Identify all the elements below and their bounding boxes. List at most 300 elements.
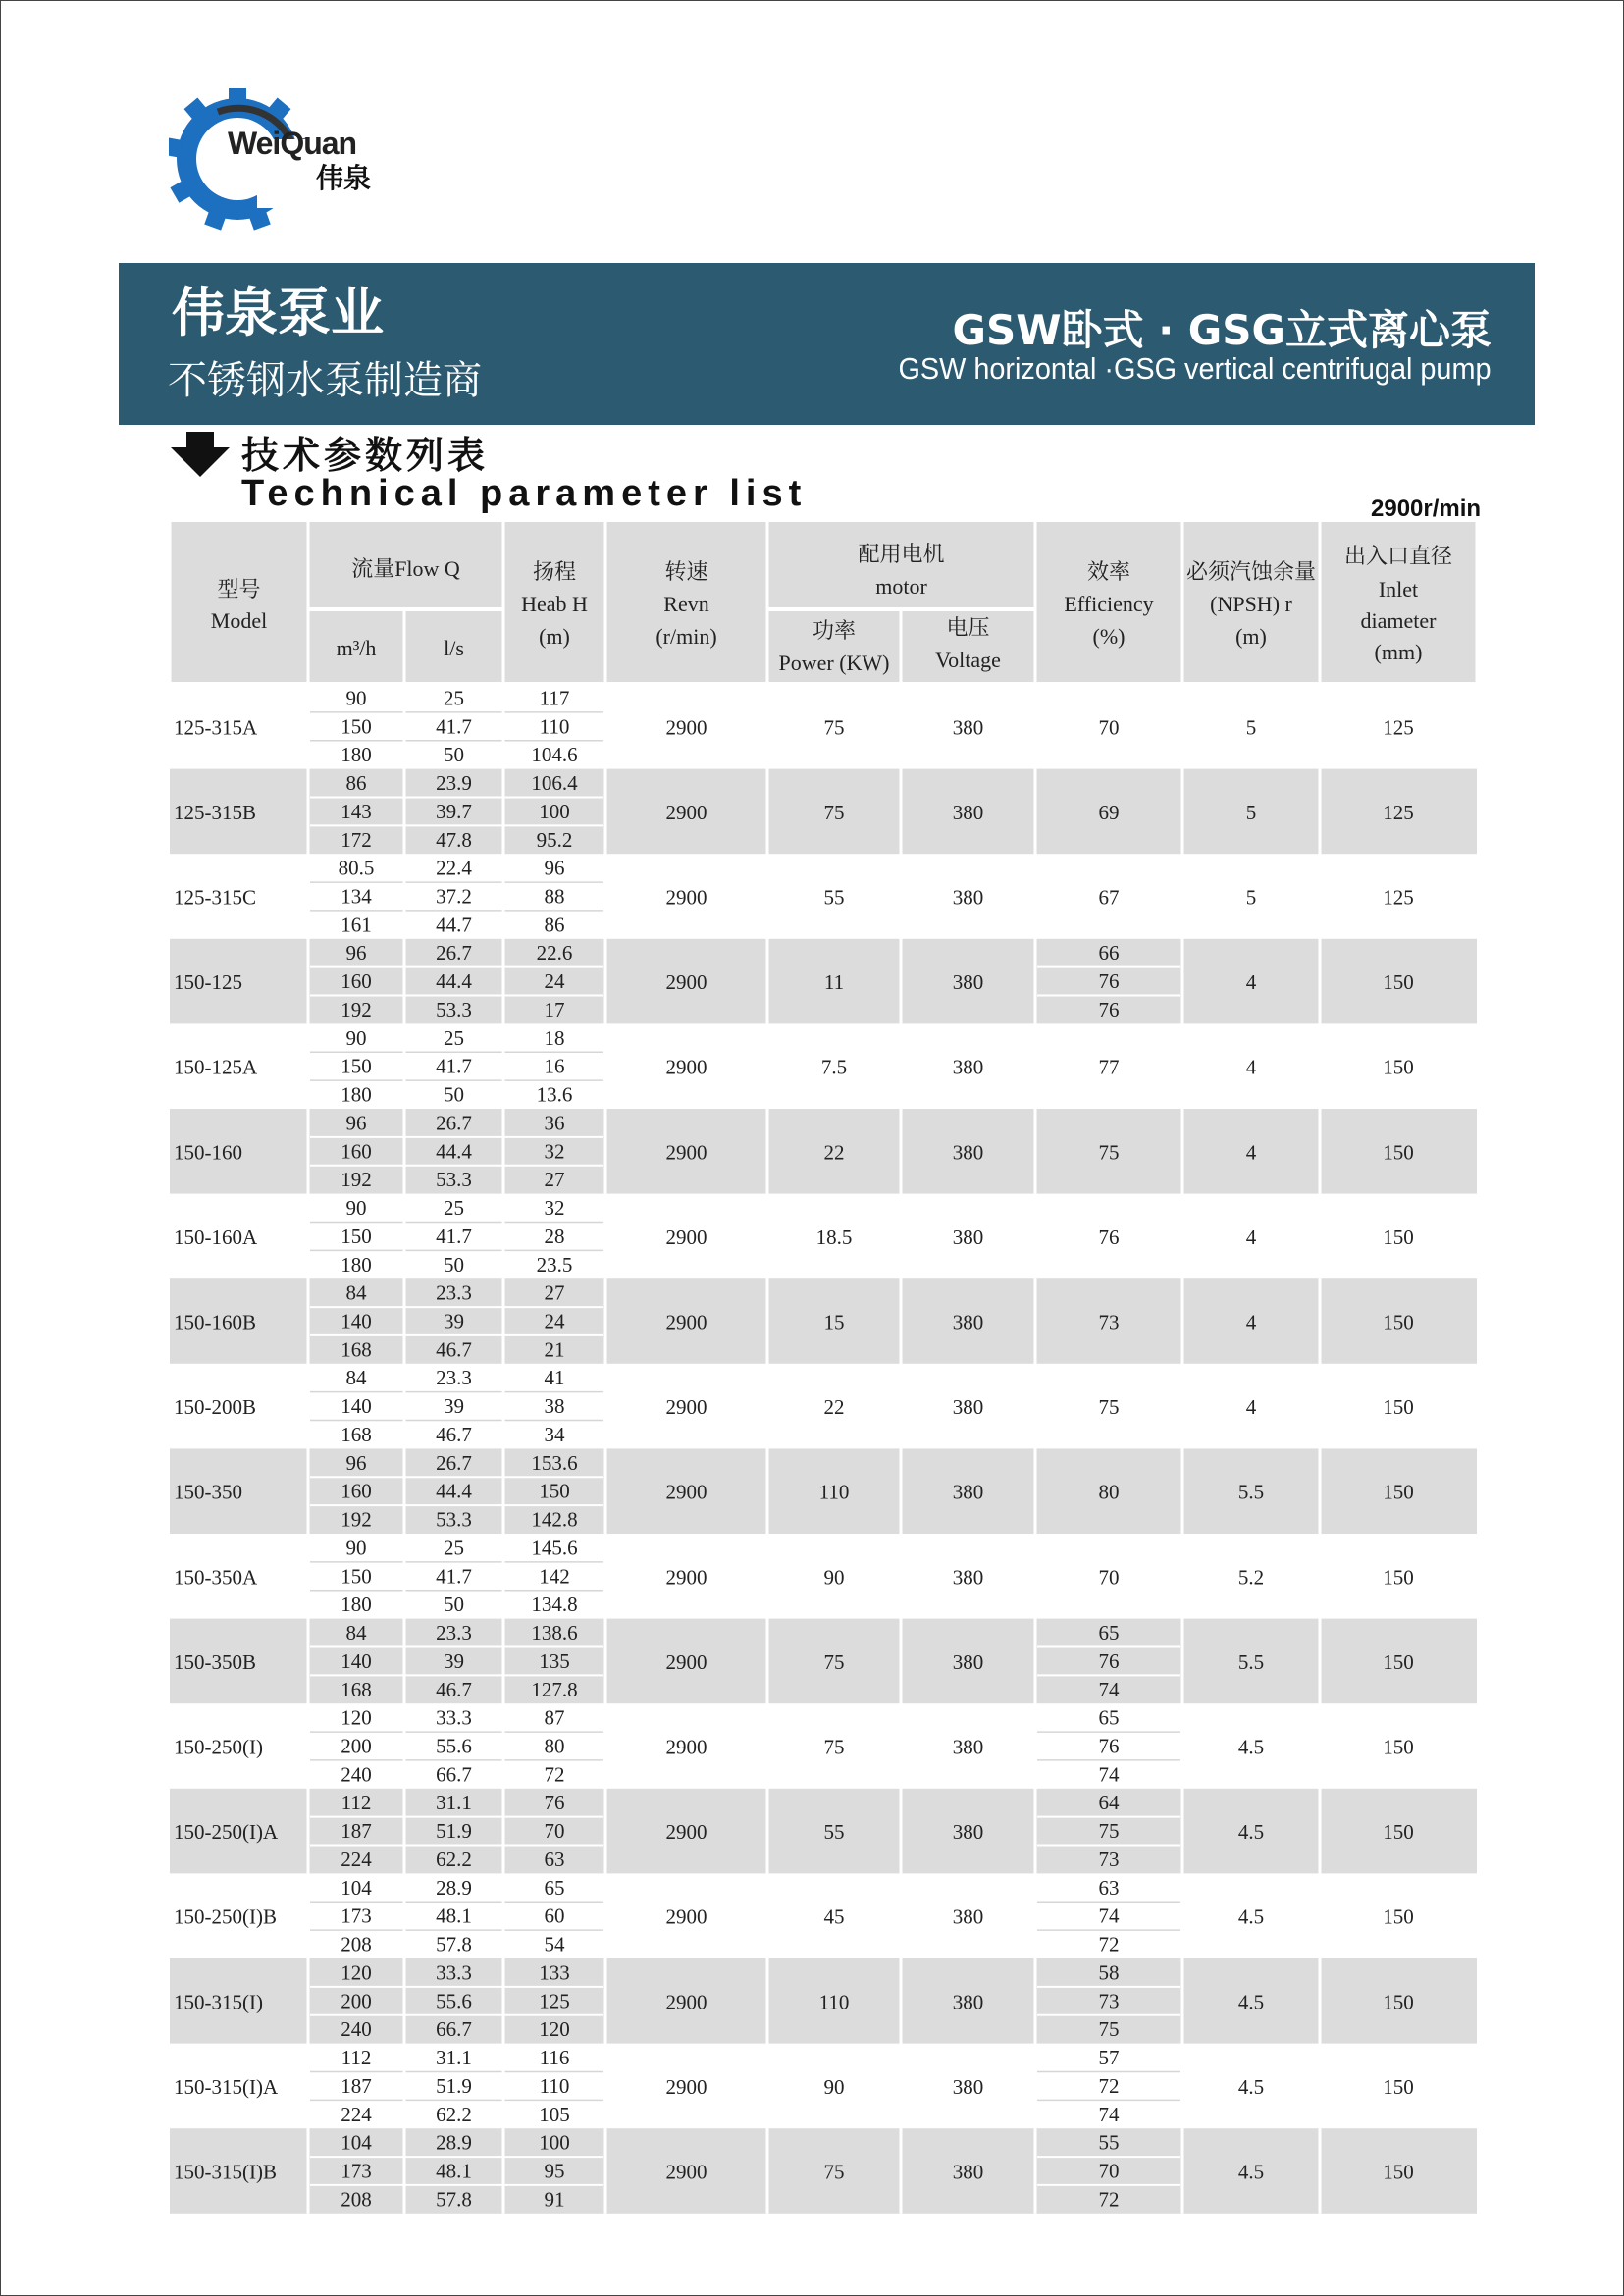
cell-head: 135 bbox=[539, 1648, 570, 1673]
cell-voltage: 380 bbox=[952, 1140, 984, 1165]
cell-speed: 2900 bbox=[665, 1565, 707, 1590]
cell-efficiency: 75 bbox=[1098, 1395, 1120, 1420]
cell-speed: 2900 bbox=[665, 2074, 707, 2099]
cell-power: 11 bbox=[823, 970, 845, 995]
cell-inlet: 150 bbox=[1383, 1480, 1414, 1504]
cell-flow-ls: 51.9 bbox=[436, 1819, 472, 1844]
cell-power: 75 bbox=[823, 800, 845, 824]
cell-inlet: 150 bbox=[1383, 970, 1414, 995]
cell-head: 87 bbox=[544, 1705, 565, 1730]
cell-flow-m3h: 150 bbox=[341, 1564, 372, 1589]
cell-speed: 2900 bbox=[665, 800, 707, 824]
cell-head: 110 bbox=[539, 2073, 570, 2098]
cell-inlet: 150 bbox=[1383, 1649, 1414, 1674]
cell-head: 95 bbox=[544, 2159, 565, 2183]
cell-power: 90 bbox=[823, 2074, 845, 2099]
cell-power: 75 bbox=[823, 2160, 845, 2184]
cell-model: 150-250(I)A bbox=[174, 1820, 279, 1845]
cell-flow-m3h: 208 bbox=[341, 2187, 372, 2212]
cell-efficiency: 73 bbox=[1098, 1989, 1120, 2013]
cell-flow-ls: 53.3 bbox=[436, 997, 472, 1021]
cell-inlet: 150 bbox=[1383, 1225, 1414, 1249]
cell-flow-ls: 46.7 bbox=[436, 1422, 472, 1446]
cell-voltage: 380 bbox=[952, 1565, 984, 1590]
cell-power: 55 bbox=[823, 885, 845, 910]
cell-flow-m3h: 180 bbox=[341, 1252, 372, 1277]
cell-flow-ls: 28.9 bbox=[436, 1875, 472, 1900]
cell-flow-m3h: 172 bbox=[341, 827, 372, 852]
cell-efficiency: 65 bbox=[1098, 1705, 1120, 1730]
cell-flow-ls: 44.4 bbox=[436, 969, 472, 994]
cell-voltage: 380 bbox=[952, 1990, 984, 2014]
header-motor-cn: 配用电机 bbox=[858, 542, 945, 566]
cell-flow-ls: 66.7 bbox=[436, 1762, 472, 1787]
cell-flow-m3h: 84 bbox=[345, 1280, 367, 1305]
cell-model: 150-125A bbox=[174, 1055, 258, 1079]
header-head-unit: (m) bbox=[539, 624, 570, 649]
cell-npsh: 4.5 bbox=[1237, 2160, 1265, 2184]
cell-efficiency: 76 bbox=[1098, 1225, 1120, 1249]
cell-efficiency: 66 bbox=[1098, 941, 1120, 965]
cell-flow-m3h: 192 bbox=[341, 997, 372, 1021]
cell-speed: 2900 bbox=[665, 1055, 707, 1079]
cell-flow-ls: 51.9 bbox=[436, 2073, 472, 2098]
cell-flow-ls: 46.7 bbox=[436, 1337, 472, 1362]
cell-head: 27 bbox=[544, 1168, 565, 1192]
cell-inlet: 125 bbox=[1383, 800, 1414, 824]
cell-flow-m3h: 187 bbox=[341, 1819, 372, 1844]
cell-flow-ls: 41.7 bbox=[436, 1224, 472, 1248]
header-voltage-en: Voltage bbox=[935, 648, 1001, 672]
cell-head: 16 bbox=[544, 1054, 565, 1078]
cell-head: 24 bbox=[544, 969, 565, 994]
cell-model: 150-160B bbox=[174, 1310, 256, 1334]
cell-flow-m3h: 208 bbox=[341, 1932, 372, 1957]
cell-speed: 2900 bbox=[665, 1905, 707, 1929]
cell-flow-m3h: 140 bbox=[341, 1648, 372, 1673]
cell-flow-ls: 48.1 bbox=[436, 1904, 472, 1928]
cell-flow-m3h: 160 bbox=[341, 1139, 372, 1164]
cell-flow-m3h: 240 bbox=[341, 2017, 372, 2042]
cell-speed: 2900 bbox=[665, 1140, 707, 1165]
cell-flow-m3h: 120 bbox=[341, 1705, 372, 1730]
cell-flow-ls: 39 bbox=[444, 1394, 464, 1419]
cell-flow-m3h: 120 bbox=[341, 1960, 372, 1985]
header-flow-ls: l/s bbox=[444, 636, 464, 660]
header-inlet-unit: (mm) bbox=[1374, 640, 1423, 664]
cell-npsh: 5 bbox=[1245, 885, 1257, 910]
cell-efficiency: 72 bbox=[1098, 2073, 1120, 2098]
cell-voltage: 380 bbox=[952, 1905, 984, 1929]
cell-head: 76 bbox=[544, 1791, 565, 1815]
cell-flow-ls: 44.7 bbox=[436, 913, 472, 937]
cell-power: 75 bbox=[823, 1649, 845, 1674]
cell-flow-m3h: 200 bbox=[341, 1989, 372, 2013]
cell-flow-m3h: 104 bbox=[341, 2130, 372, 2155]
section-title-cn: 技术参数列表 bbox=[241, 434, 490, 477]
cell-flow-m3h: 80.5 bbox=[338, 856, 375, 880]
cell-voltage: 380 bbox=[952, 800, 984, 824]
header-inlet-cn: 出入口直径 bbox=[1343, 544, 1453, 568]
cell-model: 150-350 bbox=[174, 1480, 242, 1504]
cell-flow-ls: 62.2 bbox=[436, 2102, 472, 2126]
cell-flow-ls: 37.2 bbox=[436, 884, 472, 909]
header-speed-unit: (r/min) bbox=[655, 624, 717, 649]
cell-head: 72 bbox=[544, 1762, 565, 1787]
cell-efficiency: 75 bbox=[1098, 1819, 1120, 1844]
cell-flow-m3h: 173 bbox=[341, 2159, 372, 2183]
cell-efficiency: 69 bbox=[1098, 800, 1120, 824]
cell-npsh: 4 bbox=[1245, 1140, 1257, 1165]
cell-flow-ls: 55.6 bbox=[436, 1989, 472, 2013]
cell-head: 70 bbox=[544, 1819, 565, 1844]
cell-inlet: 150 bbox=[1383, 1820, 1414, 1845]
cell-npsh: 4 bbox=[1245, 1225, 1257, 1249]
cell-head: 65 bbox=[544, 1875, 565, 1900]
cell-npsh: 5.5 bbox=[1237, 1480, 1265, 1504]
cell-head: 110 bbox=[539, 714, 570, 739]
cell-flow-m3h: 96 bbox=[345, 1111, 367, 1135]
cell-voltage: 380 bbox=[952, 1480, 984, 1504]
cell-efficiency: 64 bbox=[1098, 1791, 1120, 1815]
cell-flow-m3h: 84 bbox=[345, 1366, 367, 1390]
company-name: 伟泉泵业 bbox=[172, 282, 384, 343]
cell-flow-ls: 50 bbox=[444, 1252, 464, 1277]
cell-speed: 2900 bbox=[665, 1225, 707, 1249]
cell-speed: 2900 bbox=[665, 1735, 707, 1759]
header-npsh-unit: (m) bbox=[1235, 624, 1267, 649]
cell-head: 117 bbox=[539, 686, 570, 710]
cell-power: 110 bbox=[818, 1990, 850, 2014]
cell-speed: 2900 bbox=[665, 1649, 707, 1674]
cell-npsh: 5 bbox=[1245, 715, 1257, 740]
cell-power: 22 bbox=[823, 1395, 845, 1420]
cell-flow-ls: 50 bbox=[444, 743, 464, 767]
cell-flow-m3h: 200 bbox=[341, 1734, 372, 1758]
cell-speed: 2900 bbox=[665, 1480, 707, 1504]
logo-text-cn: 伟泉 bbox=[316, 162, 372, 194]
cell-flow-m3h: 168 bbox=[341, 1337, 372, 1362]
header-power-cn: 功率 bbox=[812, 618, 857, 643]
cell-voltage: 380 bbox=[952, 1649, 984, 1674]
cell-head: 32 bbox=[544, 1196, 565, 1221]
cell-head: 95.2 bbox=[536, 827, 573, 852]
cell-flow-m3h: 150 bbox=[341, 714, 372, 739]
cell-power: 22 bbox=[823, 1140, 845, 1165]
cell-voltage: 380 bbox=[952, 970, 984, 995]
cell-head: 22.6 bbox=[536, 941, 573, 965]
cell-head: 60 bbox=[544, 1904, 565, 1928]
cell-power: 90 bbox=[823, 1565, 845, 1590]
cell-head: 125 bbox=[539, 1989, 570, 2013]
header-flow-m3h: m³/h bbox=[336, 636, 377, 660]
cell-flow-ls: 26.7 bbox=[436, 1450, 472, 1475]
cell-speed: 2900 bbox=[665, 1820, 707, 1845]
cell-head: 91 bbox=[544, 2187, 565, 2212]
cell-head: 34 bbox=[544, 1422, 565, 1446]
cell-power: 7.5 bbox=[820, 1055, 848, 1079]
cell-flow-m3h: 161 bbox=[341, 913, 372, 937]
section-title-en: Technical parameter list bbox=[241, 473, 808, 514]
cell-speed: 2900 bbox=[665, 1990, 707, 2014]
cell-voltage: 380 bbox=[952, 1735, 984, 1759]
cell-power: 18.5 bbox=[815, 1225, 853, 1249]
cell-model: 150-125 bbox=[174, 970, 242, 995]
cell-flow-ls: 25 bbox=[444, 1536, 464, 1560]
cell-flow-m3h: 180 bbox=[341, 1082, 372, 1107]
cell-flow-m3h: 192 bbox=[341, 1168, 372, 1192]
cell-model: 150-350B bbox=[174, 1649, 256, 1674]
cell-flow-ls: 31.1 bbox=[436, 2046, 472, 2070]
cell-flow-ls: 39 bbox=[444, 1309, 464, 1333]
cell-voltage: 380 bbox=[952, 2160, 984, 2184]
cell-npsh: 4.5 bbox=[1237, 1905, 1265, 1929]
cell-flow-m3h: 224 bbox=[341, 1847, 372, 1871]
cell-efficiency: 63 bbox=[1098, 1875, 1120, 1900]
cell-flow-m3h: 112 bbox=[341, 1791, 372, 1815]
cell-speed: 2900 bbox=[665, 1310, 707, 1334]
cell-head: 106.4 bbox=[531, 771, 578, 796]
cell-npsh: 4 bbox=[1245, 970, 1257, 995]
cell-inlet: 150 bbox=[1383, 1990, 1414, 2014]
cell-power: 45 bbox=[823, 1905, 845, 1929]
cell-efficiency: 76 bbox=[1098, 997, 1120, 1021]
cell-head: 13.6 bbox=[536, 1082, 573, 1107]
cell-npsh: 4.5 bbox=[1237, 2074, 1265, 2099]
cell-flow-m3h: 86 bbox=[345, 771, 367, 796]
cell-power: 15 bbox=[823, 1310, 845, 1334]
cell-model: 150-315(I)B bbox=[174, 2160, 277, 2184]
cell-inlet: 150 bbox=[1383, 1055, 1414, 1079]
cell-efficiency: 77 bbox=[1098, 1055, 1120, 1079]
cell-flow-m3h: 160 bbox=[341, 969, 372, 994]
header-npsh-cn: 必须汽蚀余量 bbox=[1185, 559, 1317, 584]
cell-efficiency: 76 bbox=[1098, 1648, 1120, 1673]
cell-flow-ls: 44.4 bbox=[436, 1479, 472, 1503]
cell-head: 86 bbox=[544, 913, 565, 937]
cell-flow-ls: 26.7 bbox=[436, 941, 472, 965]
cell-efficiency: 57 bbox=[1098, 2046, 1120, 2070]
cell-power: 75 bbox=[823, 1735, 845, 1759]
cell-npsh: 5.5 bbox=[1237, 1649, 1265, 1674]
cell-flow-ls: 44.4 bbox=[436, 1139, 472, 1164]
cell-flow-ls: 41.7 bbox=[436, 1564, 472, 1589]
cell-flow-ls: 53.3 bbox=[436, 1168, 472, 1192]
cell-flow-ls: 23.9 bbox=[436, 771, 472, 796]
cell-flow-m3h: 134 bbox=[341, 884, 372, 909]
header-npsh-en: (NPSH) r bbox=[1210, 592, 1292, 616]
cell-model: 125-315B bbox=[174, 800, 256, 824]
cell-model: 150-160 bbox=[174, 1140, 242, 1165]
cell-efficiency: 55 bbox=[1098, 2130, 1120, 2155]
cell-efficiency: 75 bbox=[1098, 2017, 1120, 2042]
cell-head: 134.8 bbox=[531, 1592, 578, 1617]
cell-voltage: 380 bbox=[952, 1310, 984, 1334]
company-subtitle: 不锈钢水泵制造商 bbox=[168, 358, 482, 403]
cell-head: 63 bbox=[544, 1847, 565, 1871]
cell-npsh: 4.5 bbox=[1237, 1735, 1265, 1759]
cell-flow-m3h: 160 bbox=[341, 1479, 372, 1503]
cell-voltage: 380 bbox=[952, 885, 984, 910]
cell-npsh: 4.5 bbox=[1237, 1820, 1265, 1845]
cell-npsh: 4 bbox=[1245, 1055, 1257, 1079]
cell-head: 17 bbox=[544, 997, 565, 1021]
cell-flow-m3h: 90 bbox=[345, 1196, 367, 1221]
cell-head: 153.6 bbox=[531, 1450, 578, 1475]
cell-head: 100 bbox=[539, 799, 570, 823]
cell-flow-m3h: 180 bbox=[341, 743, 372, 767]
cell-inlet: 150 bbox=[1383, 1140, 1414, 1165]
cell-inlet: 150 bbox=[1383, 1565, 1414, 1590]
cell-voltage: 380 bbox=[952, 1820, 984, 1845]
cell-flow-ls: 57.8 bbox=[436, 1932, 472, 1957]
cell-efficiency: 58 bbox=[1098, 1960, 1120, 1985]
cell-npsh: 5 bbox=[1245, 800, 1257, 824]
cell-head: 104.6 bbox=[531, 743, 578, 767]
cell-flow-ls: 39 bbox=[444, 1648, 464, 1673]
cell-flow-m3h: 90 bbox=[345, 1536, 367, 1560]
cell-head: 28 bbox=[544, 1224, 565, 1248]
cell-head: 100 bbox=[539, 2130, 570, 2155]
cell-flow-ls: 62.2 bbox=[436, 1847, 472, 1871]
product-title-en: GSW horizontal ·GSG vertical centrifugal pump bbox=[898, 351, 1492, 386]
cell-model: 150-315(I) bbox=[174, 1990, 263, 2014]
cell-flow-ls: 57.8 bbox=[436, 2187, 472, 2212]
cell-head: 138.6 bbox=[531, 1621, 578, 1645]
cell-efficiency: 70 bbox=[1098, 715, 1120, 740]
cell-head: 21 bbox=[544, 1337, 565, 1362]
cell-flow-m3h: 187 bbox=[341, 2073, 372, 2098]
cell-speed: 2900 bbox=[665, 1395, 707, 1420]
cell-flow-m3h: 96 bbox=[345, 1450, 367, 1475]
cell-flow-m3h: 168 bbox=[341, 1422, 372, 1446]
cell-flow-ls: 66.7 bbox=[436, 2017, 472, 2042]
cell-voltage: 380 bbox=[952, 2074, 984, 2099]
cell-flow-ls: 25 bbox=[444, 1025, 464, 1050]
cell-flow-ls: 28.9 bbox=[436, 2130, 472, 2155]
cell-head: 27 bbox=[544, 1280, 565, 1305]
cell-head: 32 bbox=[544, 1139, 565, 1164]
cell-flow-m3h: 112 bbox=[341, 2046, 372, 2070]
cell-head: 120 bbox=[539, 2017, 570, 2042]
cell-voltage: 380 bbox=[952, 1225, 984, 1249]
cell-efficiency: 80 bbox=[1098, 1480, 1120, 1504]
cell-efficiency: 72 bbox=[1098, 2187, 1120, 2212]
cell-flow-m3h: 173 bbox=[341, 1904, 372, 1928]
cell-model: 150-250(I)B bbox=[174, 1905, 277, 1929]
cell-head: 96 bbox=[544, 856, 565, 880]
cell-inlet: 150 bbox=[1383, 2074, 1414, 2099]
cell-model: 150-250(I) bbox=[174, 1735, 263, 1759]
cell-flow-ls: 50 bbox=[444, 1082, 464, 1107]
cell-flow-ls: 46.7 bbox=[436, 1677, 472, 1701]
cell-flow-m3h: 150 bbox=[341, 1054, 372, 1078]
header-flow: 流量Flow Q bbox=[351, 556, 460, 581]
cell-model: 150-200B bbox=[174, 1395, 256, 1420]
cell-efficiency: 74 bbox=[1098, 1904, 1120, 1928]
cell-flow-ls: 26.7 bbox=[436, 1111, 472, 1135]
cell-flow-m3h: 84 bbox=[345, 1621, 367, 1645]
header-motor-en: motor bbox=[875, 574, 927, 599]
header-inlet-en: Inlet bbox=[1378, 577, 1419, 601]
cell-efficiency: 65 bbox=[1098, 1621, 1120, 1645]
cell-efficiency: 74 bbox=[1098, 2102, 1120, 2126]
cell-flow-m3h: 140 bbox=[341, 1309, 372, 1333]
header-eff-en: Efficiency bbox=[1064, 592, 1154, 616]
cell-flow-ls: 39.7 bbox=[436, 799, 472, 823]
cell-flow-ls: 47.8 bbox=[436, 827, 472, 852]
cell-head: 36 bbox=[544, 1111, 565, 1135]
cell-head: 142.8 bbox=[531, 1507, 578, 1532]
cell-npsh: 4 bbox=[1245, 1395, 1257, 1420]
cell-npsh: 4.5 bbox=[1237, 1990, 1265, 2014]
cell-flow-ls: 23.3 bbox=[436, 1366, 472, 1390]
cell-efficiency: 76 bbox=[1098, 1734, 1120, 1758]
cell-head: 54 bbox=[544, 1932, 565, 1957]
cell-flow-m3h: 90 bbox=[345, 1025, 367, 1050]
cell-flow-ls: 55.6 bbox=[436, 1734, 472, 1758]
cell-efficiency: 73 bbox=[1098, 1847, 1120, 1871]
cell-head: 88 bbox=[544, 884, 565, 909]
cell-speed: 2900 bbox=[665, 2160, 707, 2184]
cell-efficiency: 76 bbox=[1098, 969, 1120, 994]
header-eff-unit: (%) bbox=[1092, 624, 1126, 649]
cell-inlet: 125 bbox=[1383, 715, 1414, 740]
cell-inlet: 125 bbox=[1383, 885, 1414, 910]
cell-flow-ls: 25 bbox=[444, 1196, 464, 1221]
cell-head: 145.6 bbox=[531, 1536, 578, 1560]
cell-flow-m3h: 224 bbox=[341, 2102, 372, 2126]
cell-efficiency: 70 bbox=[1098, 2159, 1120, 2183]
cell-flow-m3h: 104 bbox=[341, 1875, 372, 1900]
cell-head: 23.5 bbox=[536, 1252, 573, 1277]
cell-voltage: 380 bbox=[952, 715, 984, 740]
cell-model: 125-315A bbox=[174, 715, 258, 740]
cell-npsh: 4 bbox=[1245, 1310, 1257, 1334]
cell-flow-ls: 48.1 bbox=[436, 2159, 472, 2183]
header-speed-cn: 转速 bbox=[664, 559, 708, 584]
cell-head: 105 bbox=[539, 2102, 570, 2126]
cell-flow-ls: 33.3 bbox=[436, 1960, 472, 1985]
cell-model: 150-315(I)A bbox=[174, 2074, 279, 2099]
cell-efficiency: 72 bbox=[1098, 1932, 1120, 1957]
header-head-en: Heab H bbox=[521, 592, 588, 616]
cell-flow-m3h: 96 bbox=[345, 941, 367, 965]
cell-head: 127.8 bbox=[531, 1677, 578, 1701]
cell-flow-m3h: 140 bbox=[341, 1394, 372, 1419]
cell-flow-ls: 22.4 bbox=[436, 856, 472, 880]
cell-model: 150-350A bbox=[174, 1565, 258, 1590]
cell-inlet: 150 bbox=[1383, 1735, 1414, 1759]
cell-model: 150-160A bbox=[174, 1225, 258, 1249]
header-inlet-en2: diameter bbox=[1360, 608, 1437, 633]
cell-flow-m3h: 168 bbox=[341, 1677, 372, 1701]
cell-flow-m3h: 192 bbox=[341, 1507, 372, 1532]
cell-speed: 2900 bbox=[665, 885, 707, 910]
cell-inlet: 150 bbox=[1383, 1395, 1414, 1420]
cell-flow-ls: 41.7 bbox=[436, 1054, 472, 1078]
cell-head: 18 bbox=[544, 1025, 565, 1050]
cell-head: 38 bbox=[544, 1394, 565, 1419]
cell-model: 125-315C bbox=[174, 885, 256, 910]
header-model-cn: 型号 bbox=[217, 577, 261, 601]
cell-head: 24 bbox=[544, 1309, 565, 1333]
cell-inlet: 150 bbox=[1383, 2160, 1414, 2184]
cell-flow-ls: 53.3 bbox=[436, 1507, 472, 1532]
header-power-en: Power (KW) bbox=[778, 651, 890, 675]
cell-flow-ls: 23.3 bbox=[436, 1621, 472, 1645]
cell-speed: 2900 bbox=[665, 970, 707, 995]
